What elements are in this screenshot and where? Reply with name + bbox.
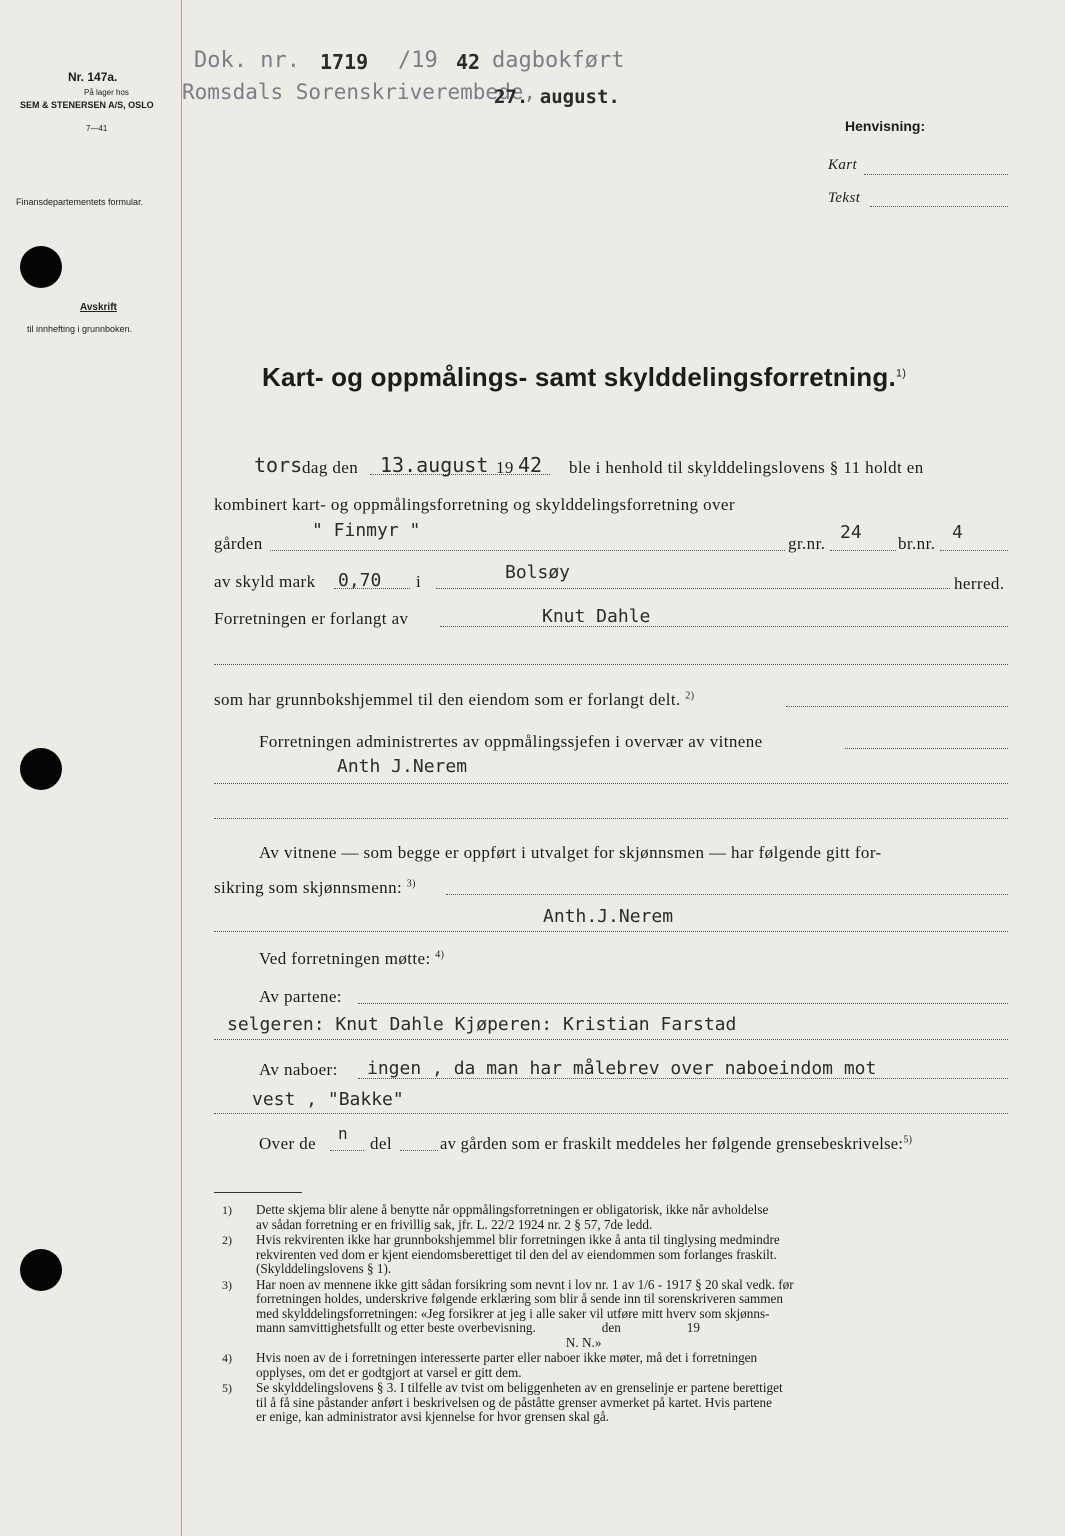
assurance-value-line — [214, 931, 1008, 932]
punch-hole-middle — [20, 748, 62, 790]
footnote-line: til å få sine påstander anført i beskrivelsen og de påståtte grenser avmerket på kartet. Hvis partene — [256, 1394, 772, 1410]
copy-note: til innhefting i grunnboken. — [27, 324, 133, 334]
stamp-office: Romsdals Sorenskriverembede, — [182, 80, 537, 104]
brnr-value: 4 — [952, 522, 963, 543]
footnote-line: N. N.» — [256, 1334, 602, 1350]
page-title-text: Kart- og oppmålings- samt skylddelingsforretning. — [262, 362, 896, 392]
assurance-mark: 3) — [406, 878, 416, 890]
reference-map-label: Kart — [828, 157, 858, 173]
year-prefix: 19 — [496, 458, 514, 477]
boundary-mid: del — [370, 1134, 392, 1153]
brnr-line — [940, 550, 1008, 551]
assurance-line — [446, 894, 1008, 895]
print-code: 7—41 — [86, 124, 108, 133]
neighbours-label: Av naboer: — [259, 1060, 338, 1079]
footnote-line: Har noen av mennene ikke gitt sådan forsikring som nevnt i lov nr. 1 av 1/6 - 1917 § 20 skal vedk. før — [256, 1276, 794, 1292]
parties-value: selgeren: Knut Dahle Kjøperen: Kristian Farstad — [227, 1014, 737, 1035]
grunnbok-mark: 2) — [685, 690, 695, 702]
grnr-label: gr.nr. — [788, 534, 826, 553]
attended-text — [259, 949, 444, 969]
administered-text: Forretningen administrertes av oppmålingssjefen i overvær av vitnene — [259, 732, 763, 751]
boundary-prefix: Over de — [259, 1134, 317, 1153]
footnote-mark: 1) — [222, 1203, 232, 1217]
footnote-mark: 4) — [222, 1351, 232, 1365]
date-value: 13.august — [380, 453, 489, 477]
reference-text-label: Tekst — [828, 190, 861, 206]
parties-value-line — [214, 1039, 1008, 1040]
neighbours-line1: ingen , da man har målebrev over naboeindom mot — [367, 1058, 877, 1079]
form-number: Nr. 147a. — [68, 70, 118, 84]
neighbours-line2-rule — [214, 1113, 1008, 1114]
assurance-value: Anth.J.Nerem — [543, 906, 674, 927]
footnotes — [222, 1202, 1016, 1426]
punch-hole-bottom — [20, 1249, 62, 1291]
attended-mark: 4) — [435, 949, 445, 961]
punch-hole-top — [20, 246, 62, 288]
stamp-doc-label: Dok. nr. — [194, 48, 300, 73]
weekday-value: tors — [254, 453, 303, 477]
footnote-line: med skylddelingsforretningen: «Jeg forsikrer at jeg i alle saker vil utføre mitt hverv som skjønns- — [256, 1305, 770, 1321]
requested-label: Forretningen er forlangt av — [214, 609, 409, 628]
farm-label: gården — [214, 534, 263, 553]
farm-value: " Finmyr " — [312, 520, 421, 541]
footnote-line: Se skylddelingslovens § 3. I tilfelle av tvist om beliggenheten av en grenselinje er partene berettiget — [256, 1380, 783, 1395]
footnote-line: er enige, kan administrator avsi kjennelse for hvor grensen skal gå. — [256, 1409, 610, 1424]
footnote-line: Hvis noen av de i forretningen interesserte parter eller naboer ikke møter, må det i forretningen — [256, 1350, 758, 1365]
footnote-4 — [222, 1350, 1016, 1380]
skyld-value: 0,70 — [338, 570, 382, 591]
page-title — [262, 362, 906, 393]
requested-line — [440, 626, 1008, 627]
boundary-rest-text: av gården som er fraskilt meddeles her følgende grensebeskrivelse: — [440, 1134, 904, 1153]
reference-map-line — [864, 174, 1008, 175]
administered-line — [845, 748, 1008, 749]
assurance-line2-text: sikring som skjønnsmenn: — [214, 878, 403, 897]
publisher-line1: På lager hos — [84, 88, 129, 97]
reference-heading: Henvisning: — [845, 118, 926, 134]
weekday-suffix: dag den — [302, 458, 359, 477]
stamp-year: 42 — [456, 50, 481, 74]
publisher-line2: SEM & STENERSEN A/S, OSLO — [20, 100, 154, 110]
grunnbok-text-main: som har grunnbokshjemmel til den eiendom som er forlangt delt. — [214, 690, 681, 709]
requested-value: Knut Dahle — [542, 606, 651, 627]
footnote-line: forretningen holdes, underskrive følgende erklæring som blir å sende inn til sorenskriveren sammen — [256, 1291, 783, 1306]
reference-text-line — [870, 206, 1008, 207]
margin-rule — [181, 0, 182, 1536]
footnote-mark: 5) — [222, 1381, 232, 1395]
stamp-date: 27. august. — [494, 86, 620, 108]
witness-value: Anth J.Nerem — [337, 756, 468, 777]
intro-line2: kombinert kart- og oppmålingsforretning og skylddelingsforretning over — [214, 495, 735, 514]
i-label: i — [416, 572, 422, 591]
brnr-label: br.nr. — [898, 534, 936, 553]
year-value: 42 — [518, 453, 543, 477]
boundary-mark: 5) — [903, 1134, 913, 1146]
footnote-5 — [222, 1380, 1016, 1425]
witness-line — [214, 783, 1008, 784]
intro-line1-rest: ble i henhold til skylddelingslovens § 11 holdt en — [569, 458, 924, 477]
footnote-3 — [222, 1276, 1016, 1351]
herred-value: Bolsøy — [505, 562, 571, 583]
footnote-mark: 3) — [222, 1277, 232, 1292]
witness-extra-line — [214, 818, 1008, 819]
stamp-year-prefix: /19 — [398, 48, 438, 73]
farm-line — [270, 550, 785, 551]
footnote-separator — [214, 1192, 302, 1193]
footnote-mark: 2) — [222, 1233, 232, 1247]
grnr-line — [830, 550, 896, 551]
neighbours-line1-rule — [358, 1078, 1008, 1079]
grnr-value: 24 — [840, 522, 862, 543]
assurance-line1: Av vitnene — som begge er oppført i utvalget for skjønnsmen — har følgende gitt for- — [259, 843, 882, 862]
footnote-line: av sådan forretning er en frivillig sak, jfr. L. 22/2 1924 nr. 2 § 57, 7de ledd. — [256, 1216, 653, 1232]
stamp-doc-number: 1719 — [320, 50, 369, 74]
footnote-line: rekvirenten ved dom er kjent eiendomsberettiget til den del av eiendommen som forlanges fraskilt. — [256, 1246, 777, 1262]
ministry-form: Finansdepartementets formular. — [16, 197, 144, 207]
grunnbok-line — [786, 706, 1008, 707]
footnote-line: Hvis rekvirenten ikke har grunnbokshjemmel blir forretningen ikke å anta til tinglysing medmindre — [256, 1232, 780, 1247]
parties-label-line — [358, 1003, 1008, 1004]
grunnbok-text — [214, 690, 695, 710]
footnote-line: opplyses, om det er godtgjort at varsel er gitt dem. — [256, 1364, 522, 1380]
copy-title: Avskrift — [80, 302, 117, 313]
boundary-filled: n — [338, 1124, 348, 1143]
footnote-2 — [222, 1232, 1016, 1277]
parties-label: Av partene: — [259, 987, 342, 1006]
title-footnote-mark: 1) — [895, 367, 907, 380]
skyld-label: av skyld mark — [214, 572, 316, 591]
requested-extra-line — [214, 664, 1008, 665]
stamp-journal: dagbokført — [492, 48, 625, 73]
boundary-filled-line — [330, 1150, 364, 1151]
attended-text-main: Ved forretningen møtte: — [259, 949, 431, 968]
footnote-line: Dette skjema blir alene å benytte når oppmålingsforretningen er obligatorisk, ikke når avholdelse — [256, 1202, 769, 1217]
boundary-mid-line — [400, 1150, 438, 1151]
footnote-line: (Skylddelingslovens § 1). — [256, 1261, 392, 1276]
intro-date-line — [370, 474, 550, 475]
neighbours-line2: vest , "Bakke" — [252, 1089, 404, 1110]
assurance-line2 — [214, 878, 416, 898]
herred-line — [436, 588, 950, 589]
footnote-1 — [222, 1202, 1016, 1232]
herred-label: herred. — [954, 574, 1005, 593]
boundary-rest — [440, 1134, 912, 1154]
footnote-line: mann samvittighetsfullt og etter beste overbevisning. den 19 — [256, 1320, 700, 1335]
